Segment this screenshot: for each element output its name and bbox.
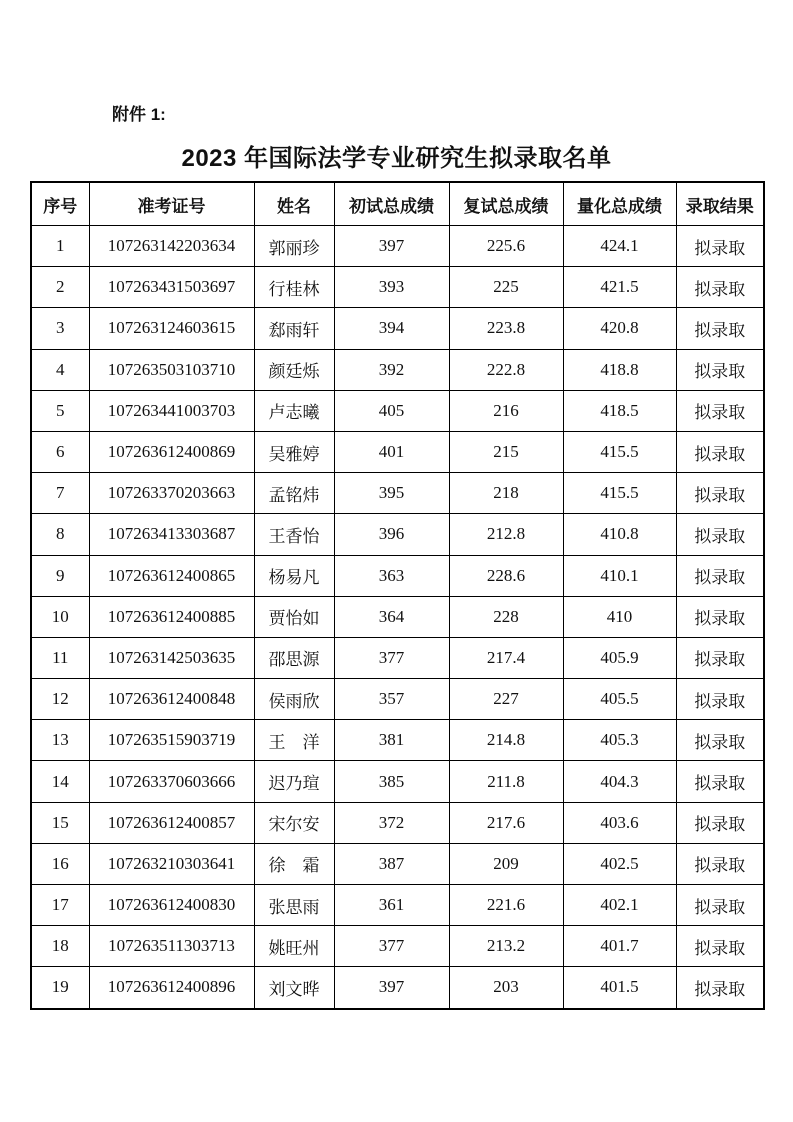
cell-weighted_score: 418.8 xyxy=(563,349,676,390)
cell-retest_score: 203 xyxy=(449,967,563,1009)
cell-weighted_score: 401.7 xyxy=(563,926,676,967)
cell-result: 拟录取 xyxy=(676,926,764,967)
cell-name: 姚旺州 xyxy=(254,926,334,967)
cell-name: 王香怡 xyxy=(254,514,334,555)
cell-result: 拟录取 xyxy=(676,555,764,596)
cell-weighted_score: 421.5 xyxy=(563,267,676,308)
cell-initial_score: 396 xyxy=(334,514,449,555)
cell-no: 12 xyxy=(31,679,89,720)
cell-exam_id: 107263612400857 xyxy=(89,802,254,843)
cell-initial_score: 394 xyxy=(334,308,449,349)
attachment-label: 附件 1: xyxy=(112,105,166,124)
cell-no: 13 xyxy=(31,720,89,761)
cell-weighted_score: 410.8 xyxy=(563,514,676,555)
table-row xyxy=(31,390,764,431)
cell-no: 2 xyxy=(31,267,89,308)
cell-exam_id: 107263612400830 xyxy=(89,885,254,926)
cell-name: 张思雨 xyxy=(254,885,334,926)
cell-exam_id: 107263431503697 xyxy=(89,267,254,308)
table-row xyxy=(31,720,764,761)
cell-no: 9 xyxy=(31,555,89,596)
cell-result: 拟录取 xyxy=(676,431,764,472)
cell-retest_score: 212.8 xyxy=(449,514,563,555)
cell-exam_id: 107263511303713 xyxy=(89,926,254,967)
cell-no: 15 xyxy=(31,802,89,843)
cell-retest_score: 214.8 xyxy=(449,720,563,761)
cell-result: 拟录取 xyxy=(676,720,764,761)
cell-result: 拟录取 xyxy=(676,843,764,884)
cell-retest_score: 218 xyxy=(449,473,563,514)
cell-name: 侯雨欣 xyxy=(254,679,334,720)
cell-no: 18 xyxy=(31,926,89,967)
cell-weighted_score: 424.1 xyxy=(563,226,676,267)
table-row xyxy=(31,473,764,514)
cell-initial_score: 401 xyxy=(334,431,449,472)
cell-weighted_score: 401.5 xyxy=(563,967,676,1009)
cell-retest_score: 213.2 xyxy=(449,926,563,967)
cell-exam_id: 107263142503635 xyxy=(89,637,254,678)
table-row xyxy=(31,761,764,802)
cell-no: 4 xyxy=(31,349,89,390)
table-row xyxy=(31,308,764,349)
cell-result: 拟录取 xyxy=(676,390,764,431)
cell-initial_score: 363 xyxy=(334,555,449,596)
cell-initial_score: 364 xyxy=(334,596,449,637)
cell-no: 16 xyxy=(31,843,89,884)
cell-exam_id: 107263515903719 xyxy=(89,720,254,761)
cell-exam_id: 107263370603666 xyxy=(89,761,254,802)
cell-retest_score: 225 xyxy=(449,267,563,308)
cell-no: 8 xyxy=(31,514,89,555)
cell-no: 19 xyxy=(31,967,89,1009)
cell-result: 拟录取 xyxy=(676,885,764,926)
cell-initial_score: 361 xyxy=(334,885,449,926)
table-row xyxy=(31,596,764,637)
cell-initial_score: 397 xyxy=(334,226,449,267)
table-row xyxy=(31,679,764,720)
cell-name: 颜廷烁 xyxy=(254,349,334,390)
cell-initial_score: 387 xyxy=(334,843,449,884)
table-header-row xyxy=(31,182,764,226)
cell-exam_id: 107263503103710 xyxy=(89,349,254,390)
cell-weighted_score: 418.5 xyxy=(563,390,676,431)
cell-weighted_score: 405.5 xyxy=(563,679,676,720)
cell-retest_score: 228.6 xyxy=(449,555,563,596)
cell-name: 行桂林 xyxy=(254,267,334,308)
cell-retest_score: 227 xyxy=(449,679,563,720)
cell-name: 郄雨轩 xyxy=(254,308,334,349)
cell-result: 拟录取 xyxy=(676,514,764,555)
cell-exam_id: 107263612400885 xyxy=(89,596,254,637)
column-header-initial_score: 初试总成绩 xyxy=(334,182,449,226)
admission-table xyxy=(30,181,765,1010)
cell-initial_score: 405 xyxy=(334,390,449,431)
cell-exam_id: 107263612400848 xyxy=(89,679,254,720)
table-row xyxy=(31,926,764,967)
cell-result: 拟录取 xyxy=(676,267,764,308)
cell-no: 7 xyxy=(31,473,89,514)
cell-exam_id: 107263612400865 xyxy=(89,555,254,596)
cell-name: 王 洋 xyxy=(254,720,334,761)
cell-result: 拟录取 xyxy=(676,349,764,390)
column-header-weighted_score: 量化总成绩 xyxy=(563,182,676,226)
cell-weighted_score: 403.6 xyxy=(563,802,676,843)
cell-weighted_score: 415.5 xyxy=(563,431,676,472)
cell-initial_score: 397 xyxy=(334,967,449,1009)
cell-retest_score: 216 xyxy=(449,390,563,431)
cell-result: 拟录取 xyxy=(676,473,764,514)
cell-weighted_score: 410.1 xyxy=(563,555,676,596)
table-row xyxy=(31,555,764,596)
cell-no: 5 xyxy=(31,390,89,431)
cell-name: 宋尔安 xyxy=(254,802,334,843)
column-header-no: 序号 xyxy=(31,182,89,226)
cell-no: 11 xyxy=(31,637,89,678)
cell-name: 邵思源 xyxy=(254,637,334,678)
cell-retest_score: 209 xyxy=(449,843,563,884)
table-body xyxy=(31,226,764,1009)
cell-result: 拟录取 xyxy=(676,761,764,802)
cell-initial_score: 381 xyxy=(334,720,449,761)
cell-exam_id: 107263142203634 xyxy=(89,226,254,267)
cell-initial_score: 357 xyxy=(334,679,449,720)
cell-weighted_score: 402.1 xyxy=(563,885,676,926)
cell-no: 10 xyxy=(31,596,89,637)
cell-initial_score: 372 xyxy=(334,802,449,843)
table-row xyxy=(31,802,764,843)
cell-no: 17 xyxy=(31,885,89,926)
table-row xyxy=(31,349,764,390)
cell-name: 迟乃瑄 xyxy=(254,761,334,802)
cell-initial_score: 393 xyxy=(334,267,449,308)
column-header-result: 录取结果 xyxy=(676,182,764,226)
page-title: 2023 年国际法学专业研究生拟录取名单 xyxy=(181,145,612,172)
cell-retest_score: 221.6 xyxy=(449,885,563,926)
cell-result: 拟录取 xyxy=(676,596,764,637)
table-row xyxy=(31,843,764,884)
cell-result: 拟录取 xyxy=(676,226,764,267)
cell-retest_score: 222.8 xyxy=(449,349,563,390)
cell-no: 6 xyxy=(31,431,89,472)
table-row xyxy=(31,267,764,308)
cell-weighted_score: 410 xyxy=(563,596,676,637)
table-row xyxy=(31,514,764,555)
column-header-exam_id: 准考证号 xyxy=(89,182,254,226)
cell-no: 14 xyxy=(31,761,89,802)
table-row xyxy=(31,637,764,678)
cell-no: 3 xyxy=(31,308,89,349)
cell-initial_score: 385 xyxy=(334,761,449,802)
cell-retest_score: 228 xyxy=(449,596,563,637)
cell-exam_id: 107263612400869 xyxy=(89,431,254,472)
table-row xyxy=(31,885,764,926)
cell-name: 卢志曦 xyxy=(254,390,334,431)
cell-retest_score: 225.6 xyxy=(449,226,563,267)
cell-name: 刘文晔 xyxy=(254,967,334,1009)
cell-weighted_score: 402.5 xyxy=(563,843,676,884)
column-header-retest_score: 复试总成绩 xyxy=(449,182,563,226)
cell-result: 拟录取 xyxy=(676,802,764,843)
cell-initial_score: 377 xyxy=(334,926,449,967)
cell-initial_score: 377 xyxy=(334,637,449,678)
cell-initial_score: 392 xyxy=(334,349,449,390)
cell-name: 贾怡如 xyxy=(254,596,334,637)
cell-exam_id: 107263413303687 xyxy=(89,514,254,555)
cell-exam_id: 107263370203663 xyxy=(89,473,254,514)
cell-weighted_score: 415.5 xyxy=(563,473,676,514)
cell-weighted_score: 405.3 xyxy=(563,720,676,761)
cell-name: 郭丽珍 xyxy=(254,226,334,267)
cell-exam_id: 107263210303641 xyxy=(89,843,254,884)
cell-name: 徐 霜 xyxy=(254,843,334,884)
cell-exam_id: 107263124603615 xyxy=(89,308,254,349)
cell-retest_score: 211.8 xyxy=(449,761,563,802)
cell-weighted_score: 404.3 xyxy=(563,761,676,802)
cell-retest_score: 215 xyxy=(449,431,563,472)
cell-weighted_score: 405.9 xyxy=(563,637,676,678)
cell-result: 拟录取 xyxy=(676,637,764,678)
cell-result: 拟录取 xyxy=(676,308,764,349)
column-header-name: 姓名 xyxy=(254,182,334,226)
cell-initial_score: 395 xyxy=(334,473,449,514)
cell-name: 吴雅婷 xyxy=(254,431,334,472)
cell-name: 孟铭炜 xyxy=(254,473,334,514)
cell-exam_id: 107263612400896 xyxy=(89,967,254,1009)
cell-weighted_score: 420.8 xyxy=(563,308,676,349)
cell-retest_score: 217.6 xyxy=(449,802,563,843)
table-row xyxy=(31,226,764,267)
cell-result: 拟录取 xyxy=(676,679,764,720)
cell-retest_score: 217.4 xyxy=(449,637,563,678)
table-row xyxy=(31,431,764,472)
cell-no: 1 xyxy=(31,226,89,267)
cell-exam_id: 107263441003703 xyxy=(89,390,254,431)
cell-name: 杨易凡 xyxy=(254,555,334,596)
cell-retest_score: 223.8 xyxy=(449,308,563,349)
table-row xyxy=(31,967,764,1009)
cell-result: 拟录取 xyxy=(676,967,764,1009)
